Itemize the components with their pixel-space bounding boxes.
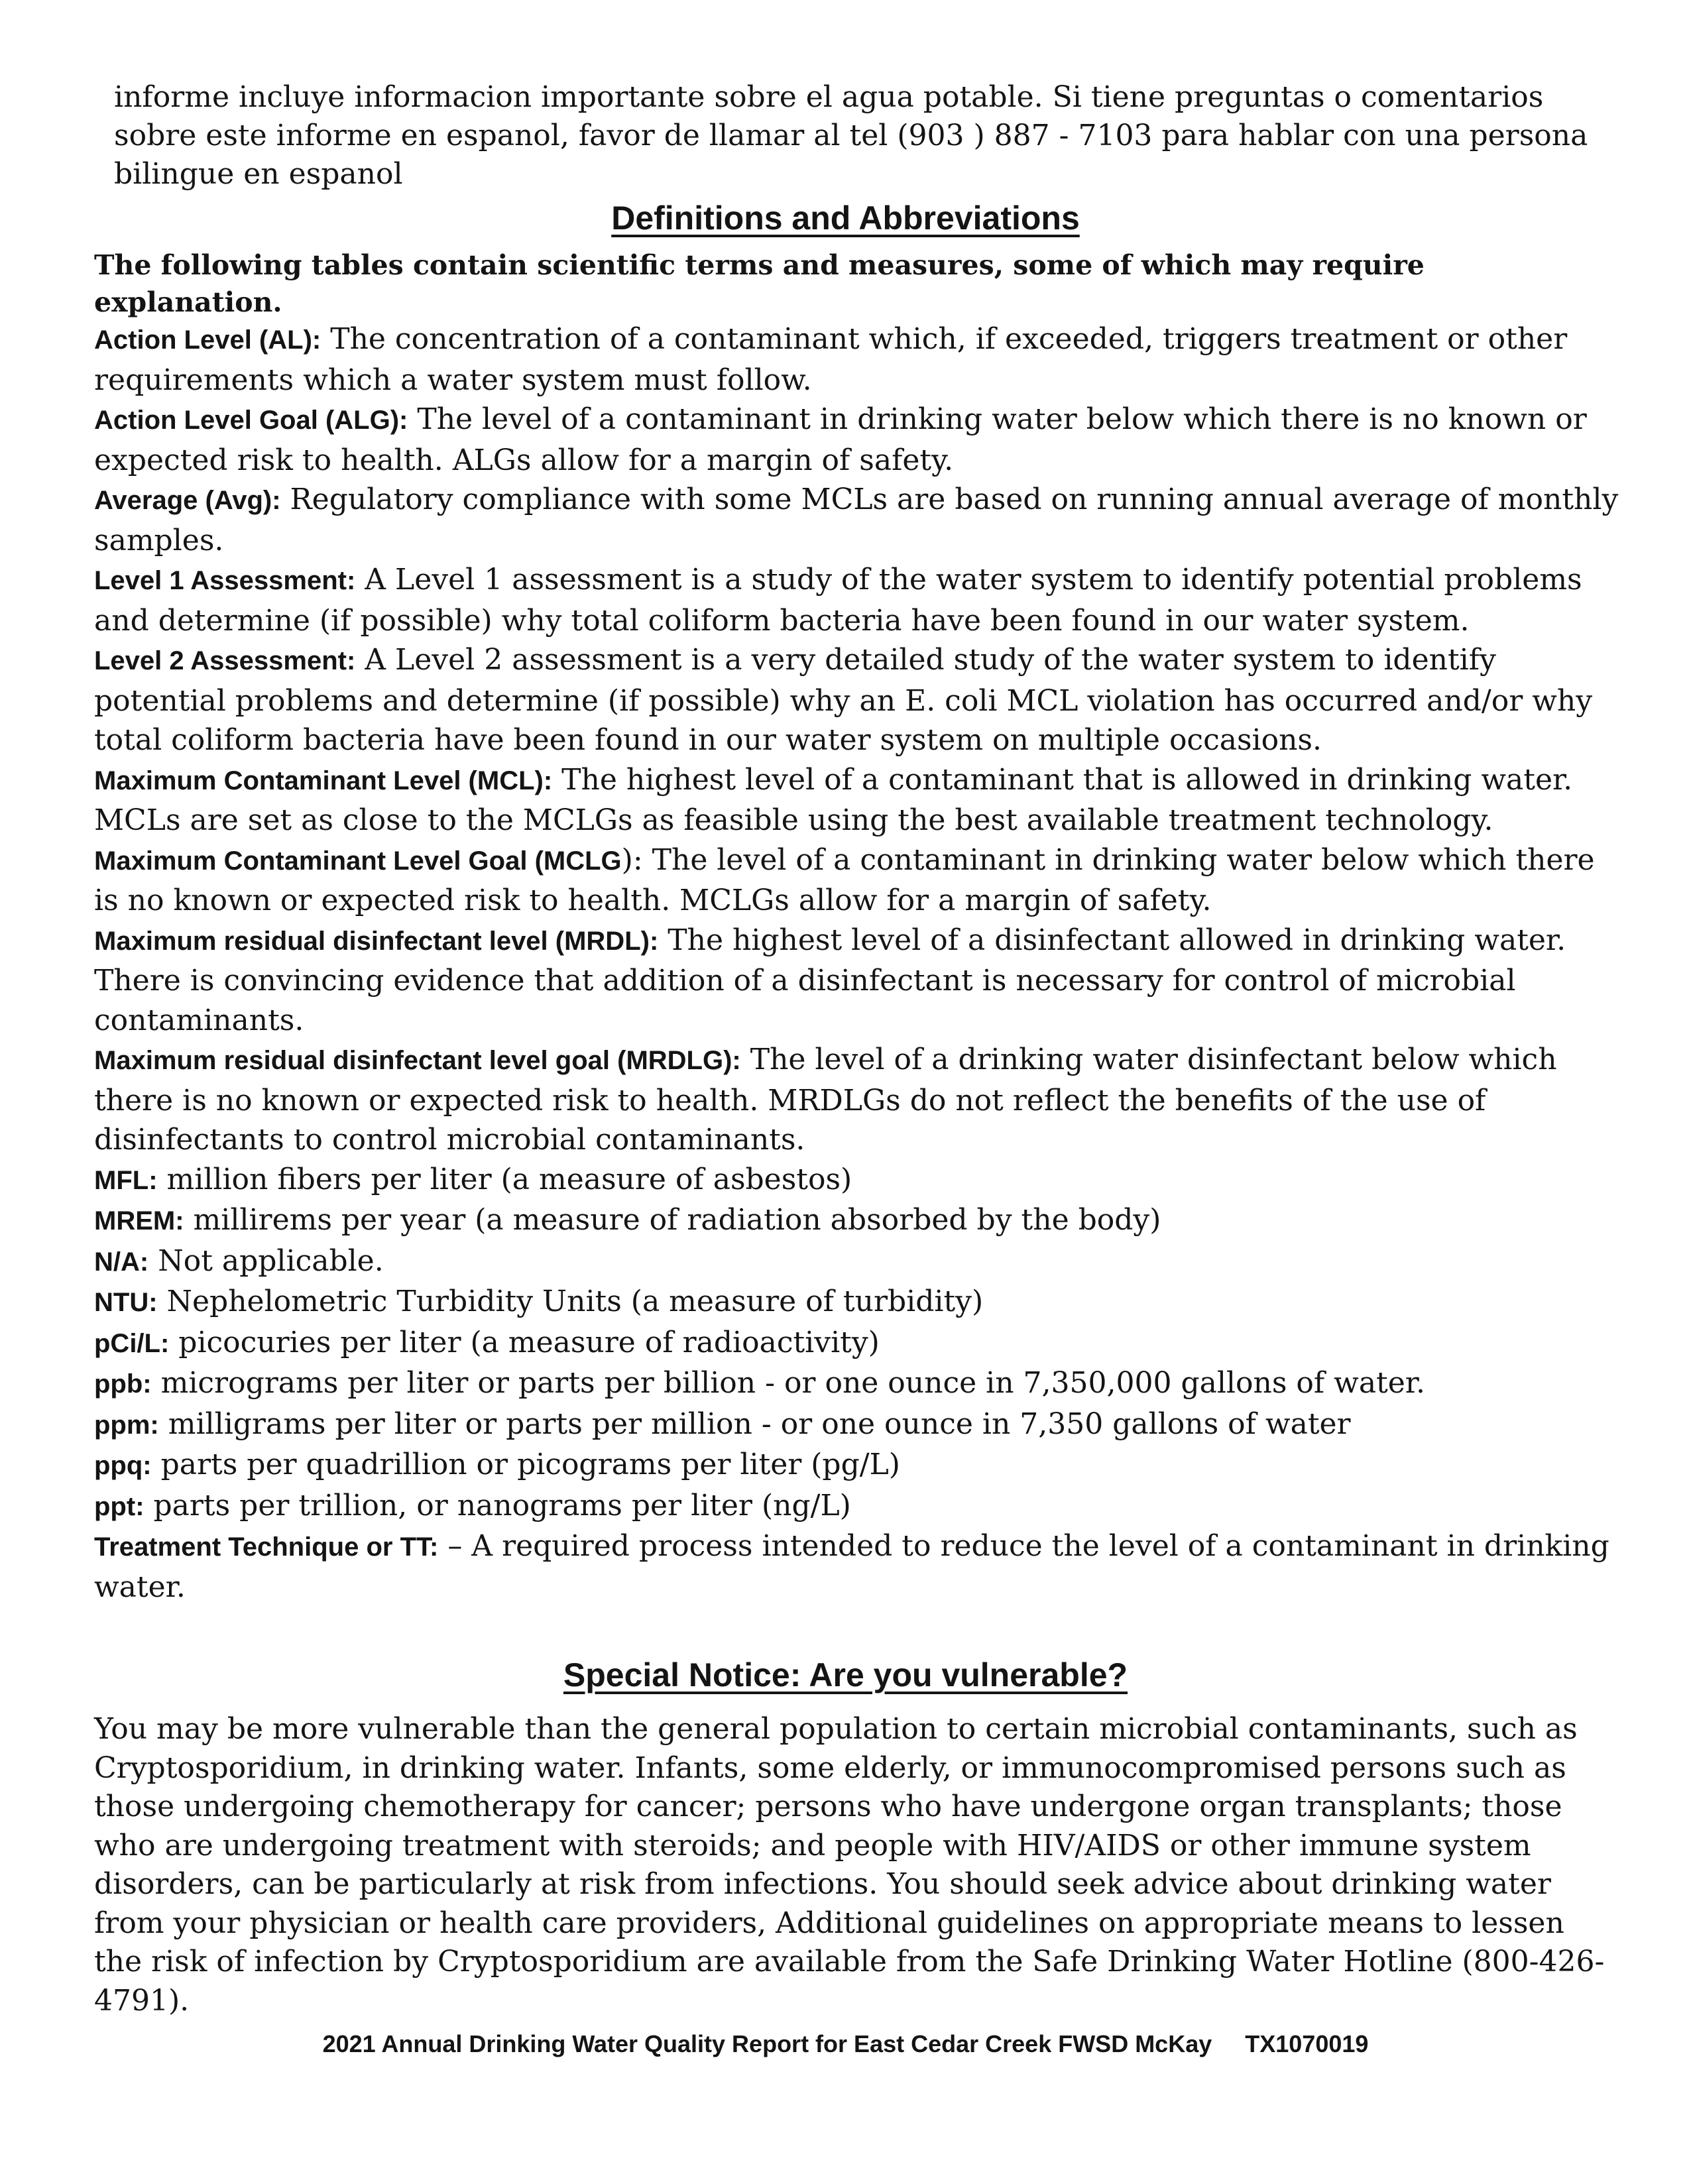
definition-item <box>94 760 1619 840</box>
definition-term: Action Level (AL): <box>94 325 321 355</box>
definition-text: parts per trillion, or nanograms per liter (ng/L) <box>144 1488 851 1523</box>
definition-item <box>94 1241 1619 1283</box>
definition-term: Maximum residual disinfectant level goal (MRDLG): <box>94 1046 741 1075</box>
definition-text: The highest level of a disinfectant allowed in drinking water. There is convincing evidence that addition of a disinfectant is necessary for control of microbial contaminants. <box>94 923 1566 1037</box>
definition-item <box>94 1526 1619 1607</box>
definition-term: ppq: <box>94 1451 152 1480</box>
definition-item <box>94 319 1619 400</box>
definition-term: ppm: <box>94 1410 159 1440</box>
definition-text: The level of a drinking water disinfectant below which there is no known or expected risk to health. MRDLGs do not reflect the benefits of the use of disinfectants to control microbial contaminants. <box>94 1043 1557 1157</box>
definition-term: MREM: <box>94 1206 184 1236</box>
definition-item <box>94 1282 1619 1323</box>
definition-item <box>94 640 1619 760</box>
definition-text: Not applicable. <box>148 1243 384 1278</box>
definition-text: milligrams per liter or parts per million - or one ounce in 7,350 gallons of water <box>158 1407 1351 1441</box>
definition-item <box>94 1405 1619 1446</box>
definitions-list <box>94 319 1619 1607</box>
definitions-heading: Definitions and Abbreviations <box>611 200 1080 237</box>
special-notice-heading: Special Notice: Are you vulnerable? <box>563 1656 1128 1694</box>
special-notice-body: You may be more vulnerable than the general population to certain microbial contaminants, such as Cryptosporidium, in drinking water. Infants, some elderly, or immunocompromised persons such as those undergoing chemotherapy for cancer; persons who have undergone organ transplants; those who are undergoing treatment with steroids; and people with HIV/AIDS or other immune system disorders, can be particularly at risk from infections. You should seek advice about drinking water from your physician or health care providers, Additional guidelines on appropriate means to lessen the risk of infection by Cryptosporidium are available from the Safe Drinking Water Hotline (800-426-4791). <box>94 1712 1605 2018</box>
definition-item <box>94 1363 1619 1405</box>
definition-term: pCi/L: <box>94 1328 170 1358</box>
definition-text: picocuries per liter (a measure of radioactivity) <box>169 1325 880 1359</box>
definition-term: MFL: <box>94 1165 158 1195</box>
definition-term: Maximum Contaminant Level (MCL): <box>94 766 553 795</box>
definition-item <box>94 1040 1619 1160</box>
definitions-subtitle: The following tables contain scientific terms and measures, some of which may require explanation. <box>94 249 1425 318</box>
definition-item <box>94 1160 1619 1201</box>
definition-item <box>94 560 1619 640</box>
definition-item <box>94 480 1619 560</box>
page-footer: 2021 Annual Drinking Water Quality Report for East Cedar Creek FWSD McKay TX1070019 <box>322 2030 1369 2057</box>
definition-item <box>94 921 1619 1041</box>
definition-term: Maximum Contaminant Level Goal (MCLG <box>94 846 622 876</box>
definition-item <box>94 400 1619 480</box>
definition-item <box>94 1200 1619 1241</box>
definition-text: parts per quadrillion or picograms per liter (pg/L) <box>151 1448 900 1481</box>
definition-term: Level 1 Assessment: <box>94 566 356 595</box>
definition-text: The level of a contaminant in drinking water below which there is no known or expected risk to health. ALGs allow for a margin of safety. <box>94 402 1587 477</box>
definition-text: micrograms per liter or parts per billion - or one ounce in 7,350,000 gallons of water. <box>151 1366 1425 1400</box>
definition-text: Nephelometric Turbidity Units (a measure of turbidity) <box>157 1285 984 1318</box>
definition-term: N/A: <box>94 1247 149 1277</box>
definition-item <box>94 1486 1619 1527</box>
definition-text: The concentration of a contaminant which, if exceeded, triggers treatment or other requirements which a water system must follow. <box>94 322 1568 397</box>
definition-text: million fibers per liter (a measure of asbestos) <box>157 1162 852 1196</box>
definition-text: millirems per year (a measure of radiation absorbed by the body) <box>184 1203 1161 1237</box>
definition-term: Level 2 Assessment: <box>94 646 356 675</box>
definition-text: A Level 1 assessment is a study of the water system to identify potential problems and determine (if possible) why total coliform bacteria have been found in our water system. <box>94 563 1582 638</box>
definition-item <box>94 1445 1619 1486</box>
definition-term: Treatment Technique or TT: <box>94 1532 439 1562</box>
definition-term: Average (Avg): <box>94 486 281 515</box>
definition-item <box>94 840 1619 921</box>
intro-paragraph: informe incluye informacion importante sobre el agua potable. Si tiene preguntas o comentarios sobre este informe en espanol, favor de llamar al tel (903 ) 887 - 7103 para hablar con una persona bilingue en espanol <box>114 80 1588 191</box>
definition-term: NTU: <box>94 1288 158 1317</box>
definition-term: Action Level Goal (ALG): <box>94 406 408 435</box>
definition-text: ): The level of a contaminant in drinking water below which there is no known or expected risk to health. MCLGs allow for a margin of safety. <box>94 842 1595 917</box>
definition-term: ppt: <box>94 1491 145 1521</box>
definition-text: The highest level of a contaminant that is allowed in drinking water. MCLs are set as close to the MCLGs as feasible using the best available treatment technology. <box>94 762 1573 837</box>
definition-item <box>94 1323 1619 1364</box>
definition-text: – A required process intended to reduce the level of a contaminant in drinking water. <box>94 1529 1609 1604</box>
definition-term: ppb: <box>94 1369 152 1399</box>
definition-text: Regulatory compliance with some MCLs are based on running annual average of monthly samples. <box>94 483 1619 557</box>
definition-text: A Level 2 assessment is a very detailed study of the water system to identify potential problems and determine (if possible) why an E. coli MCL violation has occurred and/or why total coliform bacteria have been found in our water system on multiple occasions. <box>94 643 1593 757</box>
definition-term: Maximum residual disinfectant level (MRDL): <box>94 926 659 956</box>
